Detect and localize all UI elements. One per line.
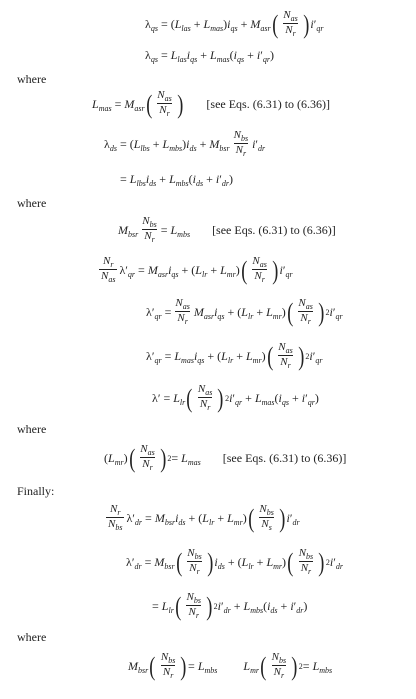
equation-reference-3: [see Eqs. (6.31) to (6.36)] (222, 451, 347, 466)
where-text-2: where (17, 196, 47, 210)
equation-lambda-qs-2: $\lambda_{qs} = L_{las}i_{qs} + L_{mas}(i_{qs} + i'_{qr})$ (145, 48, 274, 64)
equation-reference-2: [see Eqs. (6.31) to (6.36)] (212, 223, 336, 238)
equation-lambda-qr-1: $\lambda'_{qr}$ = $\frac{N_{as}}{N_r}$ $M_{asr}i_{qs} + (L_{lr} + L_{mr})$ ( $\frac{N_{as}}{N_r}$ ) 2 $i'_{qr}$ (146, 297, 343, 327)
equation-lambda-dr-2: = $L_{lr}$ ( $\frac{N_{bs}}{N_r}$ ) 2 $i'_{dr} + L_{mbs}(i_{ds} + i'_{dr})$ (152, 591, 308, 621)
where-text-1: where (17, 72, 47, 86)
equation-lambda-ds-2: = $L_{lbs}i_{ds} + L_{mbs}(i_{ds} + i'_{dr})$ (120, 172, 233, 188)
equation-lambda-dr-scaled: $\frac{N_r}{N_{bs}}$ $\lambda'_{dr} = M_{bsr}i_{ds} + (L_{lr} + L_{mr})$ ( $\frac{N_{bs}}{N_s}$ ) $i'_{dr}$ (108, 503, 300, 533)
equation-reference-1: [see Eqs. (6.31) to (6.36)] (206, 97, 331, 112)
where-text-4: where (17, 630, 47, 644)
equation-lambda-ds-1: $\lambda_{ds} = (L_{lbs} + L_{mbs})i_{ds} + M_{bsr}$ $\frac{N_{bs}}{N_r}$ $i'_{dr}$ (104, 129, 266, 159)
equation-lambda-qr-2: $\lambda'_{qr} = L_{mas}i_{qs} + (L_{lr} + L_{mr})$ ( $\frac{N_{as}}{N_r}$ ) 2 $i'_{qr}$ (146, 341, 323, 371)
where-text-3: where (17, 422, 47, 436)
equation-lambda-prime: $\lambda' = L_{lr}$ ( $\frac{N_{as}}{N_r}$ ) 2 $i'_{qr} + L_{mas}(i_{qs} + i'_{qr})$ (152, 383, 319, 413)
equation-lambda-dr-1: $\lambda'_{dr} = M_{bsr}$ ( $\frac{N_{bs}}{N_r}$ ) $i_{ds} + (L_{lr} + L_{mr})$ ( $\frac{N_{bs}}{N_r}$ ) 2 $i'_{dr}$ (126, 547, 343, 577)
finally-text: Finally: (17, 484, 55, 498)
equation-lambda-qr-scaled: $\frac{N_r}{N_{as}}$ $\lambda'_{qr} = M_{asr}i_{qs} + (L_{lr} + L_{mr})$ ( $\frac{N_{as}}{N_r}$ ) $i'_{qr}$ (101, 255, 293, 285)
equation-lmas: $L_{mas} = M_{asr}$ ( $\frac{N_{as}}{N_r}$ ) [see Eqs. (6.31) to (6.36)] (92, 89, 331, 119)
equation-mbsr: $M_{bsr}$ $\frac{N_{bs}}{N_r}$ = $L_{mbs}$ [see Eqs. (6.31) to (6.36)] (118, 215, 336, 245)
equation-lmr: $(L_{mr})$ ( $\frac{N_{as}}{N_r}$ ) 2 = $L_{mas}$ [see Eqs. (6.31) to (6.36)] (104, 443, 347, 473)
equation-final-relations: $M_{bsr}$ ( $\frac{N_{bs}}{N_r}$ ) = $L_{mbs}$ $L_{mr}$ ( $\frac{N_{bs}}{N_r}$ ) 2 = $L_{mbs}$ (128, 651, 333, 681)
equation-lambda-qs-1: $\lambda_{qs} = (L_{las} + L_{mas})i_{qs} + M_{asr}$ ( $\frac{N_{as}}{N_r}$ ) $i'_{qr}$ (145, 9, 324, 39)
